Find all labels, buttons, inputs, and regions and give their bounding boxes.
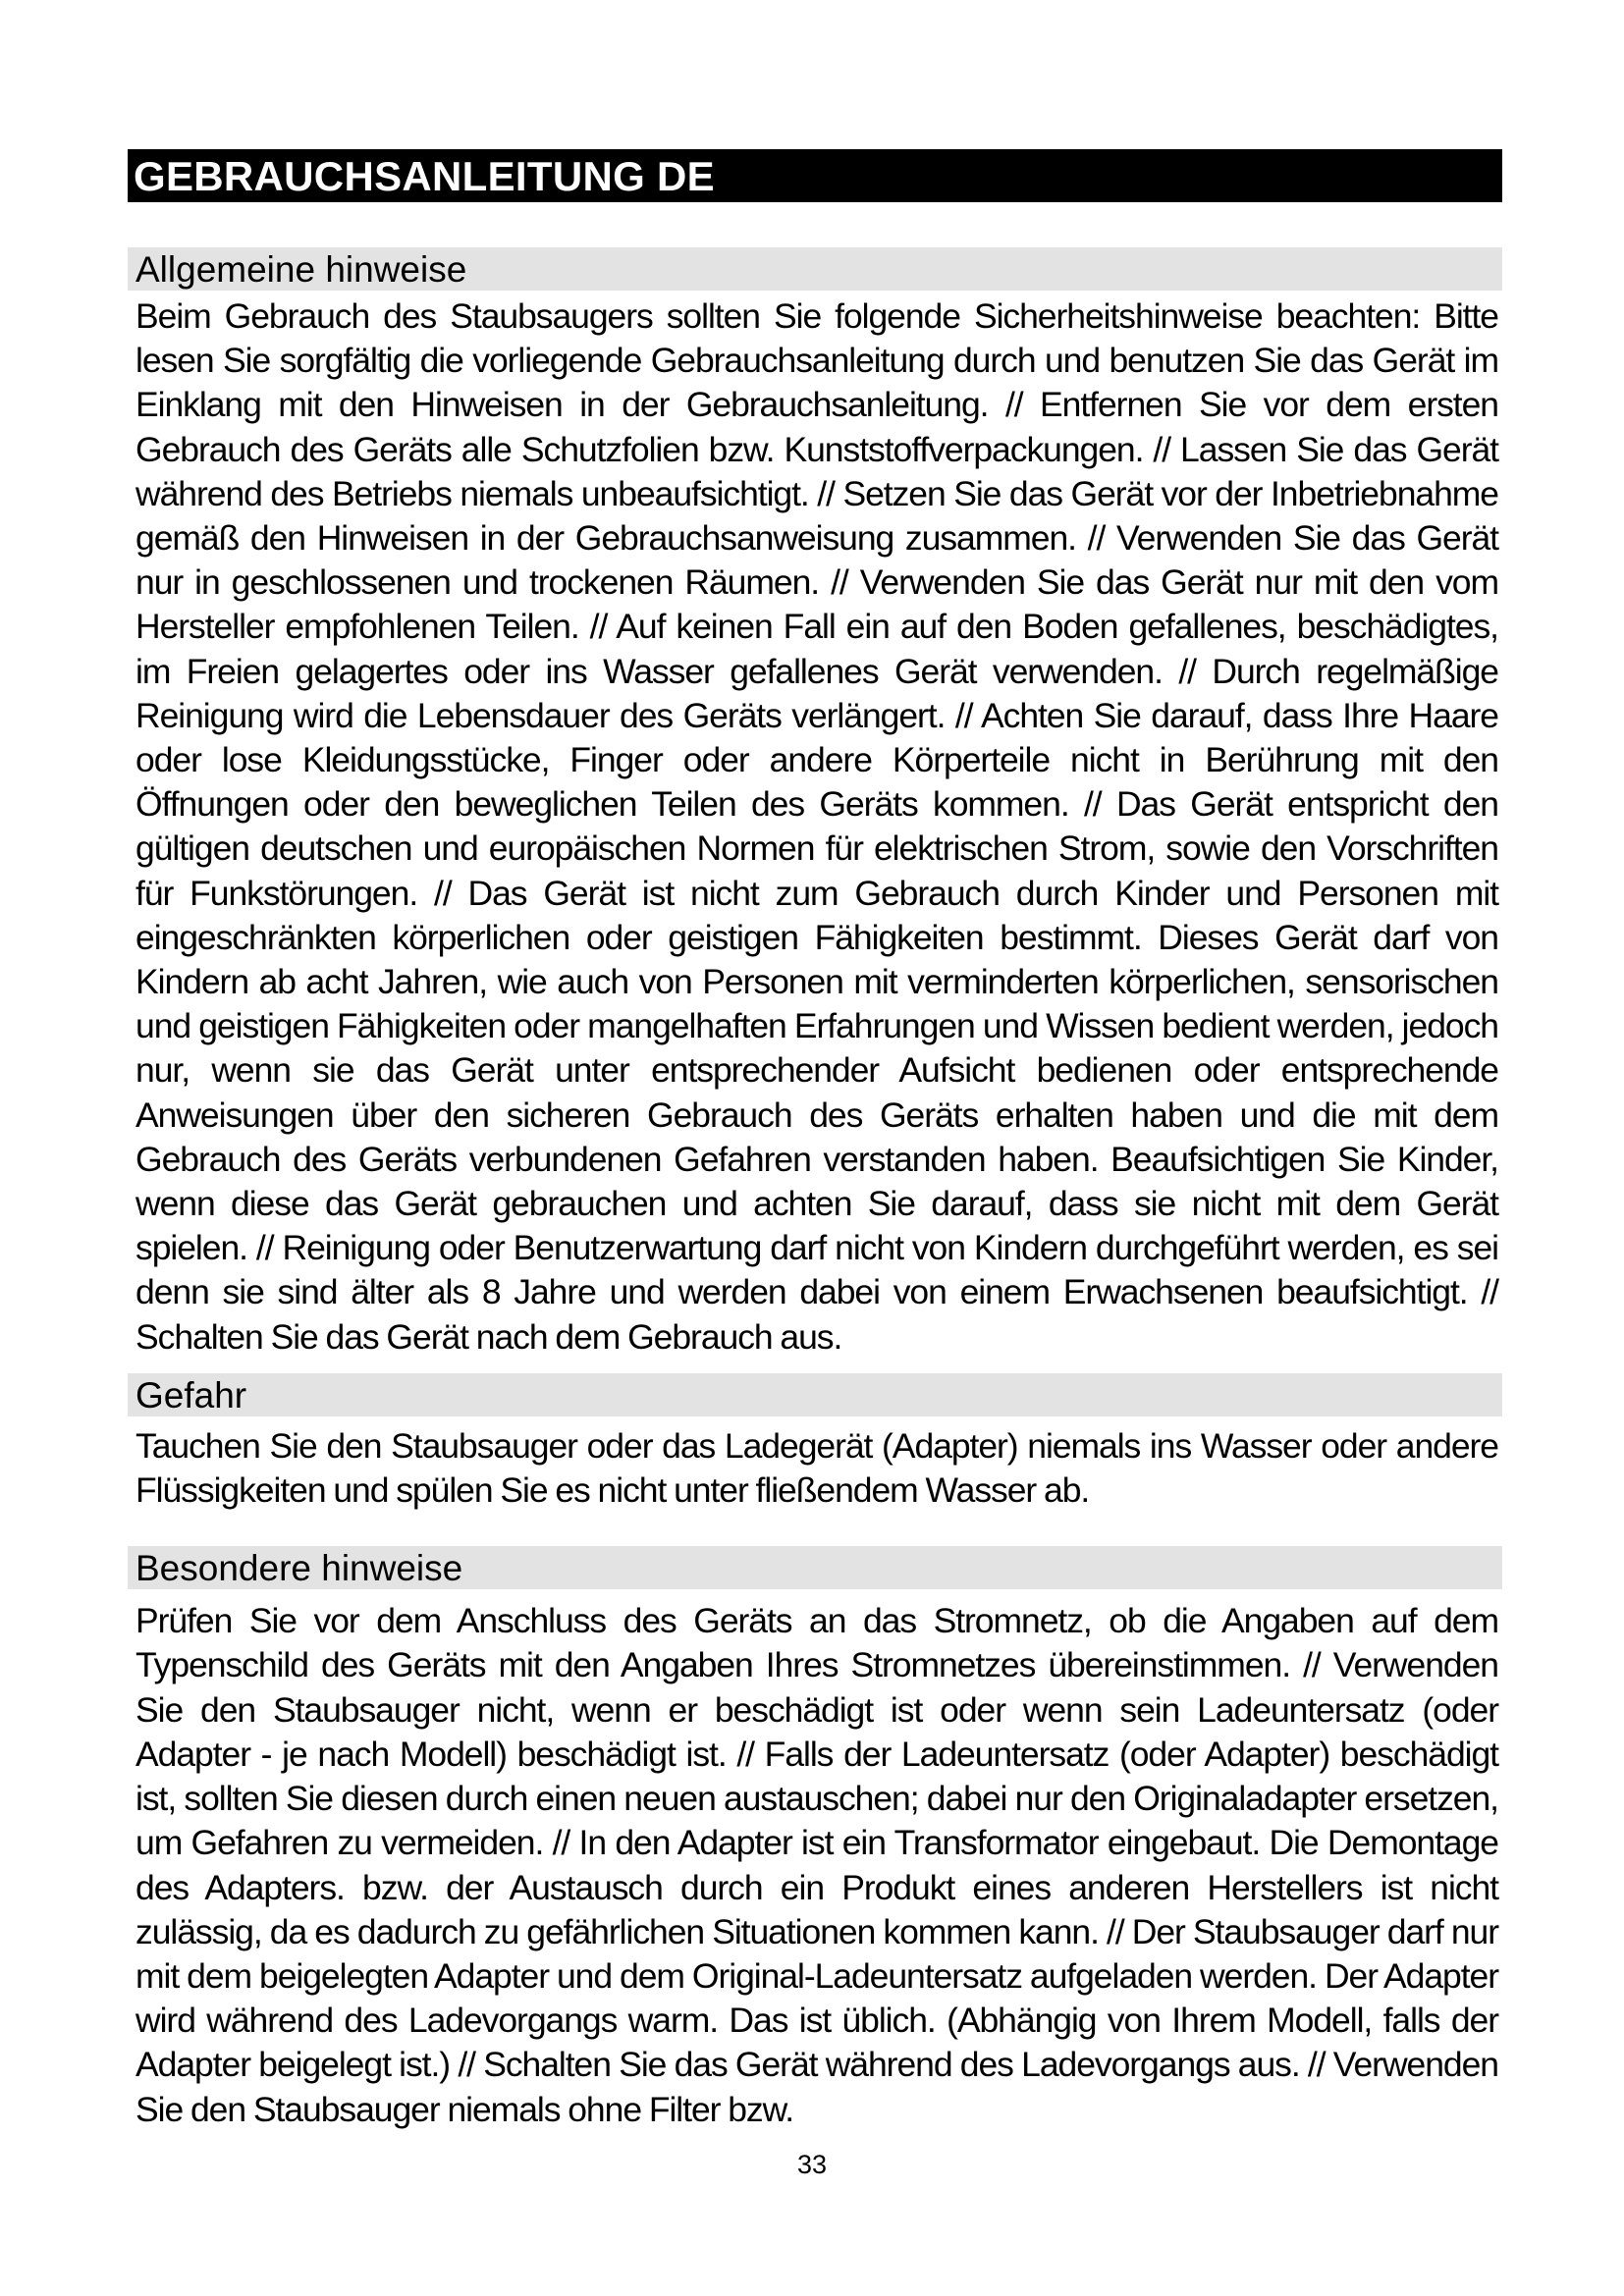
section-heading-besondere-hinweise: Besondere hinweise (128, 1546, 1502, 1589)
section-text-gefahr: Tauchen Sie den Staubsauger oder das Ladegerät (Adapter) niemals ins Wasser oder andere Flüssigkeiten und spülen Sie es nicht unter fließendem Wasser ab. (135, 1425, 1498, 1511)
section-text-besondere-hinweise: Prüfen Sie vor dem Anschluss des Geräts an das Stromnetz, ob die Angaben auf dem Typenschild des Geräts mit den Angaben Ihres Stromnetzes übereinstimmen. // Verwenden Sie den Staubsauger nicht, wenn er beschädigt ist oder wenn sein Ladeuntersatz (oder Adapter - je nach Modell) beschädigt ist. // Falls der Ladeuntersatz (oder Adapter) beschädigt ist, sollten Sie diesen durch einen neuen austauschen; dabei nur den Originaladapter ersetzen, um Gefahren zu vermeiden. // In den Adapter ist ein Transformator eingebaut. Die Demontage des Adapters. bzw. der Austausch durch ein Produkt eines anderen Herstellers ist nicht zulässig, da es dadurch zu gefährlichen Situationen kommen kann. // Der Staubsauger darf nur mit dem beigelegten Adapter und dem Original-Ladeuntersatz aufgeladen werden. Der Adapter wird während des Ladevorgangs warm. Das ist üblich. (Abhängig von Ihrem Modell, falls der Adapter beigelegt ist.) // Schalten Sie das Gerät während des Ladevorgangs aus. // Verwenden Sie den Staubsauger niemals ohne Filter bzw. (135, 1601, 1498, 2129)
manual-page (128, 149, 1502, 2132)
section-text-allgemeine-hinweise: Beim Gebrauch des Staubsaugers sollten Sie folgende Sicherheitshinweise beachten: Bitte lesen Sie sorgfältig die vorliegende Gebrauchsanleitung durch und benutzen Sie das Gerät im Einklang mit den Hinweisen in der Gebrauchsanleitung. // Entfernen Sie vor dem ersten Gebrauch des Geräts alle Schutzfolien bzw. Kunststoffverpackungen. // Lassen Sie das Gerät während des Betriebs niemals unbeaufsichtigt. // Setzen Sie das Gerät vor der Inbetriebnahme gemäß den Hinweisen in der Gebrauchsanweisung zusammen. // Verwenden Sie das Gerät nur in geschlossenen und trockenen Räumen. // Verwenden Sie das Gerät nur mit den vom Hersteller empfohlenen Teilen. // Auf keinen Fall ein auf den Boden gefallenes, beschädigtes, im Freien gelagertes oder ins Wasser gefallenes Gerät verwenden. // Durch regelmäßige Reinigung wird die Lebensdauer des Geräts verlängert. // Achten Sie darauf, dass Ihre Haare oder lose Kleidungsstücke, Finger oder andere Körperteile nicht in Berührung mit den Öffnungen oder den beweglichen Teilen des Geräts kommen. // Das Gerät entspricht den gültigen deutschen und europäischen Normen für elektrischen Strom, sowie den Vorschriften für Funkstörungen. // Das Gerät ist nicht zum Gebrauch durch Kinder und Personen mit eingeschränkten körperlichen oder geistigen Fähigkeiten bestimmt. Dieses Gerät darf von Kindern ab acht Jahren, wie auch von Personen mit verminderten körperlichen, sensorischen und geistigen Fähigkeiten oder mangelhaften Erfahrungen und Wissen bedient werden, jedoch nur, wenn sie das Gerät unter entsprechender Aufsicht bedienen oder entsprechende Anweisungen über den sicheren Gebrauch des Geräts erhalten haben und die mit dem Gebrauch des Geräts verbundenen Gefahren verstanden haben. Beaufsichtigen Sie Kinder, wenn diese das Gerät gebrauchen und achten Sie darauf, dass sie nicht mit dem Gerät spielen. // Reinigung oder Benutzerwartung darf nicht von Kindern durchgeführt werden, es sei denn sie sind älter als 8 Jahre und werden dabei von einem Erwachsenen beaufsichtigt. // Schalten Sie das Gerät nach dem Gebrauch aus. (135, 296, 1498, 1357)
page-number: 33 (796, 2150, 828, 2179)
section-heading-gefahr: Gefahr (128, 1373, 1502, 1416)
page-title: GEBRAUCHSANLEITUNG DE (128, 149, 1502, 202)
section-heading-allgemeine-hinweise: Allgemeine hinweise (128, 247, 1502, 291)
